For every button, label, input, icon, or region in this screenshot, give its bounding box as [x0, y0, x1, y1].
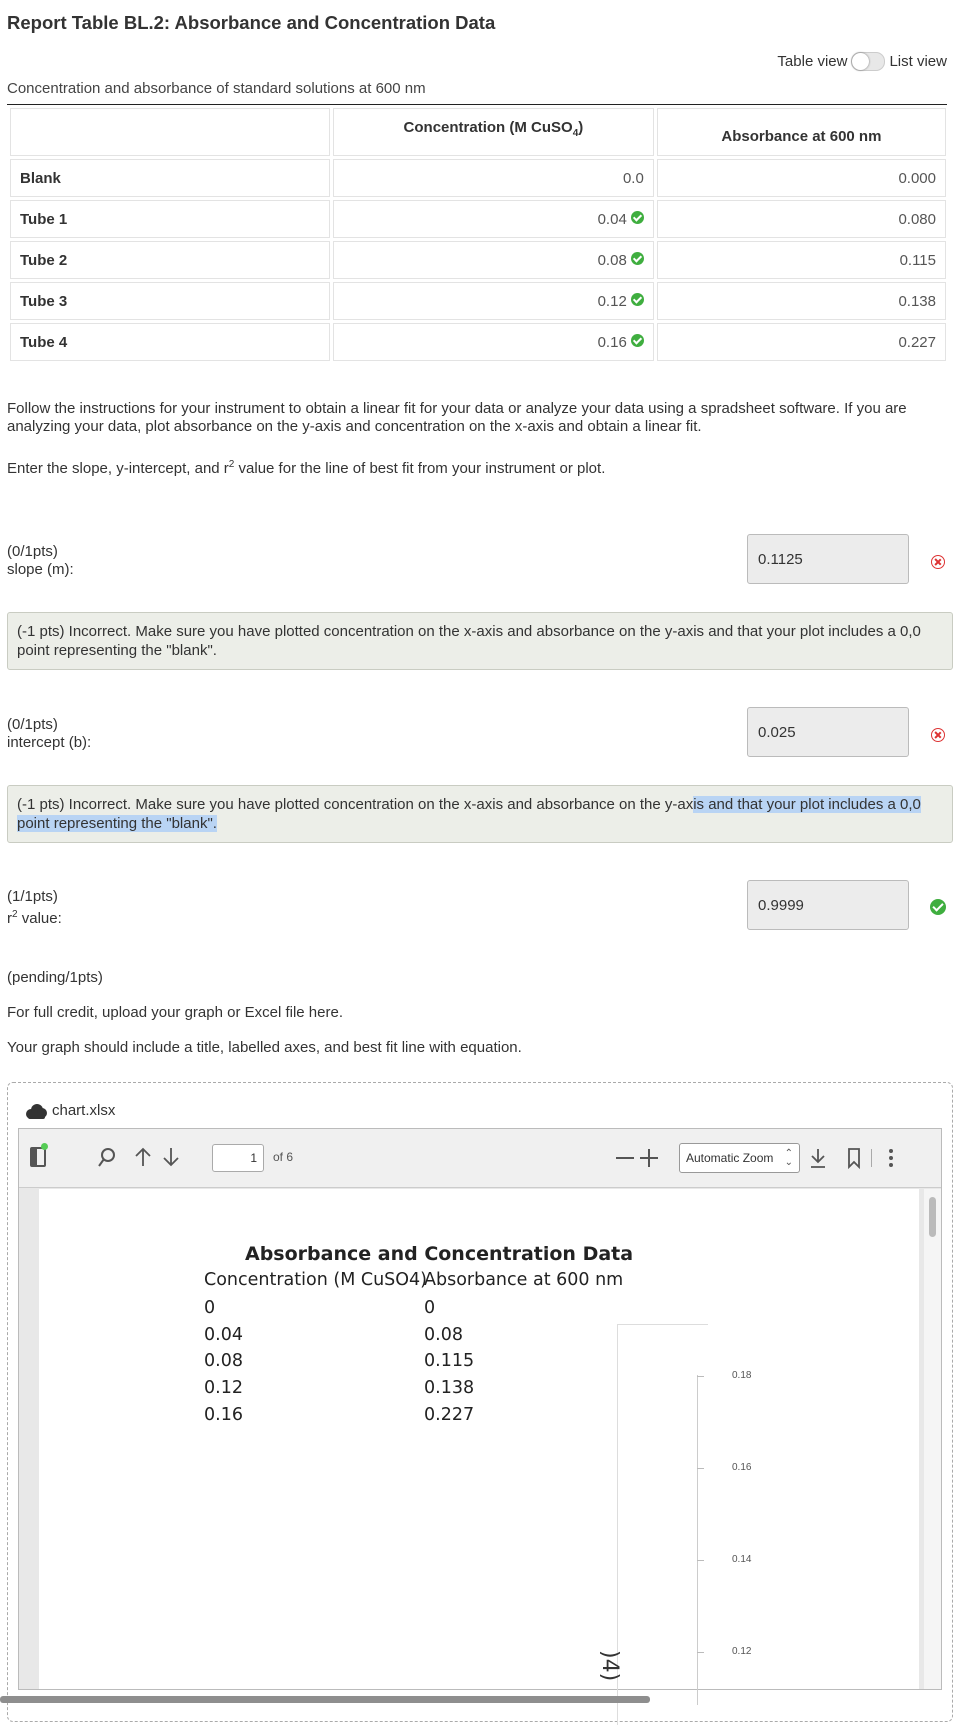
- sheet-cell: 0.04: [204, 1325, 243, 1345]
- row-label: Tube 2: [10, 241, 330, 279]
- upload-instruction: For full credit, upload your graph or Excel file here.: [7, 1004, 343, 1021]
- more-options-icon[interactable]: [887, 1146, 895, 1173]
- concentration-cell: 0.0: [333, 159, 654, 197]
- select-arrows-icon: ⌃ ⌄: [784, 1148, 793, 1168]
- slope-points: (0/1pts): [7, 543, 58, 560]
- slope-feedback: (-1 pts) Incorrect. Make sure you have plotted concentration on the x-axis and absorbance on the y-axis and that your plot includes a 0,0 point representing the "blank".: [7, 612, 953, 670]
- view-toggle-group: [777, 52, 947, 71]
- sheet-cell: 0.227: [424, 1405, 475, 1425]
- intercept-text: intercept (b):: [7, 734, 92, 751]
- vertical-scrollbar[interactable]: [924, 1189, 941, 1690]
- chart-y-axis: [697, 1375, 698, 1705]
- header-empty: [10, 108, 330, 156]
- concentration-cell: 0.16: [333, 323, 654, 361]
- check-icon: [631, 293, 644, 306]
- sheet-cell: 0: [204, 1298, 216, 1318]
- header-concentration: Concentration (M CuSO$_4$): [333, 108, 654, 156]
- upload-points: (pending/1pts): [7, 969, 103, 986]
- table-header-row: [10, 108, 946, 156]
- check-icon: [631, 211, 644, 224]
- previous-page-icon[interactable]: [133, 1146, 153, 1171]
- absorbance-cell: 0.138: [657, 282, 946, 320]
- r2-text: $r^2$ value:: [7, 909, 62, 927]
- instructions-entry: Enter the slope, y-intercept, and $r^2$ value for the line of best fit from your instrument or plot.: [7, 459, 606, 477]
- horizontal-scrollbar[interactable]: [0, 1696, 650, 1703]
- y-tick-mark: [697, 1560, 704, 1561]
- table-view-label: Table view: [777, 53, 848, 70]
- sheet-cell: 0.138: [424, 1378, 475, 1398]
- next-page-icon[interactable]: [161, 1146, 181, 1171]
- intercept-points: (0/1pts): [7, 716, 58, 733]
- absorbance-cell: 0.000: [657, 159, 946, 197]
- y-tick-label: 0.18: [732, 1370, 752, 1381]
- search-icon[interactable]: [97, 1147, 117, 1172]
- intercept-label: [7, 716, 91, 752]
- r2-label: [7, 888, 62, 928]
- y-tick-label: 0.16: [732, 1462, 752, 1473]
- embedded-chart-frame: [617, 1324, 708, 1725]
- page-title: Report Table BL.2: Absorbance and Concentration Data: [7, 12, 496, 33]
- zoom-in-icon[interactable]: [640, 1148, 658, 1171]
- sheet-cell: 0: [424, 1298, 436, 1318]
- concentration-cell: 0.04: [333, 200, 654, 238]
- graph-requirements: Your graph should include a title, labelled axes, and best fit line with equation.: [7, 1039, 522, 1056]
- page-number-input[interactable]: 1: [212, 1144, 264, 1172]
- pdf-viewer: [18, 1128, 942, 1690]
- table-row: [10, 159, 946, 197]
- y-tick-label: 0.14: [732, 1554, 752, 1565]
- slope-text: slope (m):: [7, 561, 74, 578]
- zoom-out-icon[interactable]: [616, 1157, 634, 1159]
- scrollbar-thumb[interactable]: [929, 1197, 936, 1237]
- y-tick-mark: [697, 1376, 704, 1377]
- y-tick-mark: [697, 1652, 704, 1653]
- sheet-header-concentration: Concentration (M CuSO4): [204, 1270, 428, 1290]
- row-label: Tube 1: [10, 200, 330, 238]
- zoom-select[interactable]: Automatic Zoom ⌃ ⌄: [679, 1143, 800, 1173]
- intercept-feedback: (-1 pts) Incorrect. Make sure you have plotted concentration on the x-axis and absorbance on the y-axis and that your plot includes a 0,0 point representing the "blank".: [7, 785, 953, 843]
- table-row: [10, 241, 946, 279]
- header-absorbance: Absorbance at 600 nm: [657, 108, 946, 156]
- absorbance-cell: 0.227: [657, 323, 946, 361]
- instructions-paragraph: Follow the instructions for your instrument to obtain a linear fit for your data or analyze your data using a spradsheet software. If you are analyzing your data, plot absorbance on the y-axis and concentration on the x-axis and obtain a linear fit.: [7, 400, 907, 435]
- viewer-toolbar: [19, 1129, 941, 1188]
- sheet-cell: 0.16: [204, 1405, 243, 1425]
- table-row: [10, 200, 946, 238]
- row-label: Blank: [10, 159, 330, 197]
- absorbance-cell: 0.115: [657, 241, 946, 279]
- sheet-header-absorbance: Absorbance at 600 nm: [424, 1270, 624, 1290]
- cloud-download-icon: [24, 1103, 48, 1119]
- toggle-knob[interactable]: [852, 53, 869, 70]
- toolbar-separator: [871, 1149, 872, 1167]
- chart-axis-label-fragment: )4): [597, 1650, 622, 1682]
- sheet-cell: 0.08: [204, 1351, 243, 1371]
- slope-label: [7, 543, 74, 579]
- r2-points: (1/1pts): [7, 888, 58, 905]
- table-row: [10, 282, 946, 320]
- concentration-cell: 0.08: [333, 241, 654, 279]
- table-row: [10, 323, 946, 361]
- concentration-cell: 0.12: [333, 282, 654, 320]
- bookmark-icon[interactable]: [846, 1146, 862, 1173]
- page-count: of 6: [273, 1150, 294, 1164]
- y-tick-label: 0.12: [732, 1646, 752, 1657]
- download-icon[interactable]: [808, 1146, 828, 1173]
- file-name[interactable]: chart.xlsx: [52, 1102, 116, 1119]
- correct-icon: [930, 899, 946, 915]
- data-table: [7, 105, 949, 364]
- sheet-cell: 0.08: [424, 1325, 463, 1345]
- incorrect-icon: [931, 728, 945, 742]
- table-caption: Concentration and absorbance of standard solutions at 600 nm: [7, 80, 426, 97]
- intercept-input[interactable]: 0.025: [747, 707, 909, 757]
- absorbance-cell: 0.080: [657, 200, 946, 238]
- row-label: Tube 3: [10, 282, 330, 320]
- sheet-cell: 0.12: [204, 1378, 243, 1398]
- incorrect-icon: [931, 555, 945, 569]
- r2-input[interactable]: 0.9999: [747, 880, 909, 930]
- view-toggle-switch[interactable]: [851, 52, 885, 71]
- sheet-cell: 0.115: [424, 1351, 475, 1371]
- y-tick-mark: [697, 1468, 704, 1469]
- list-view-label: List view: [889, 53, 947, 70]
- file-download-link[interactable]: [24, 1102, 115, 1119]
- sidebar-toggle-icon[interactable]: [30, 1147, 46, 1167]
- row-label: Tube 4: [10, 323, 330, 361]
- check-icon: [631, 252, 644, 265]
- sheet-title: Absorbance and Concentration Data: [245, 1243, 634, 1265]
- slope-input[interactable]: 0.1125: [747, 534, 909, 584]
- check-icon: [631, 334, 644, 347]
